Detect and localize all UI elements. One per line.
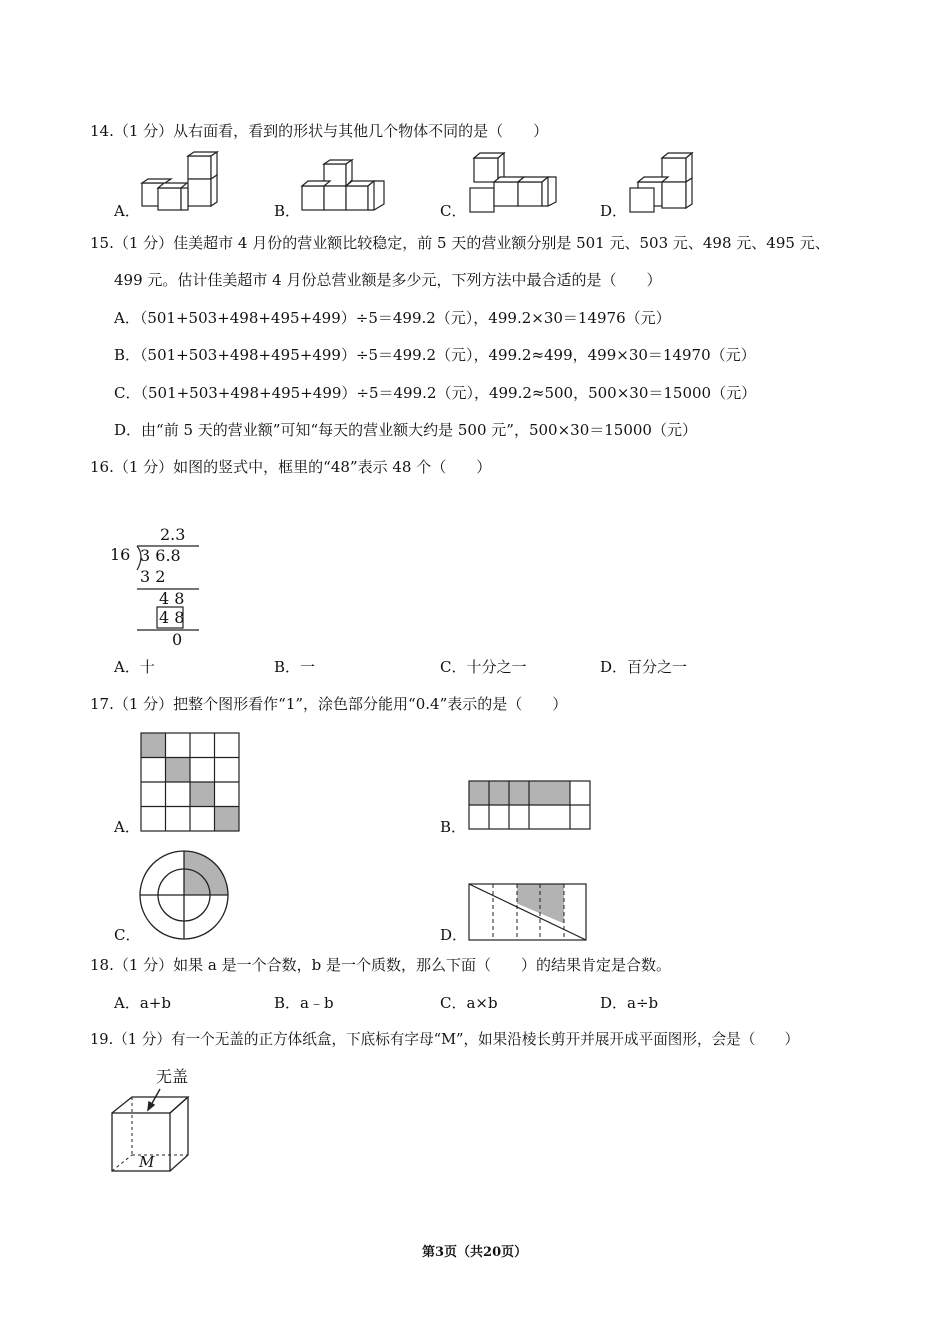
q14-label-a: A． [114,202,140,220]
q14-label-d: D． [600,202,628,220]
q17-label-d: D． [440,926,468,944]
q15-option-b: B．（501+503+498+495+499）÷5＝499.2（元），499.2≈499，499×30＝14970（元） [114,346,756,364]
division-remainder: 0 [172,630,183,649]
q17-label-c: C． [114,926,141,944]
q17-label-b: B． [440,818,467,836]
q19-stem: 19.（1 分）有一个无盖的正方体纸盒，下底标有字母“M”，如果沿棱长剪开并展开成平面图形，会是（ ） [90,1031,800,1048]
q17-stem: 17.（1 分）把整个图形看作“1”，涂色部分能用“0.4”表示的是（ ） [90,695,568,713]
q18-option-a: A．a+b [114,994,171,1012]
q16-stem: 16.（1 分）如图的竖式中，框里的“48”表示 48 个（ ） [90,458,492,476]
q17-figure-c [138,849,233,944]
q15-option-a: A．（501+503+498+495+499）÷5＝499.2（元），499.2×30＝14976（元） [114,309,671,327]
q15-stem-line2: 499 元。估计佳美超市 4 月份总营业额是多少元，下列方法中最合适的是（ ） [114,271,662,289]
cube-bottom-letter: M [139,1153,155,1171]
cube-label-no-lid: 无盖 [156,1067,189,1086]
q15-option-d: D．由“前 5 天的营业额”可知“每天的营业额大约是 500 元”，500×30＝15000（元） [114,421,697,439]
q14-label-b: B． [274,202,301,220]
q15-option-c: C．（501+503+498+495+499）÷5＝499.2（元），499.2≈500，500×30＝15000（元） [114,384,757,402]
q18-option-d: D．a÷b [600,994,659,1012]
q15-stem-line1: 15.（1 分）佳美超市 4 月份的营业额比较稳定，前 5 天的营业额分别是 501 元、503 元、498 元、495 元、 [90,234,830,252]
q14-label-c: C． [440,202,467,220]
q17-figure-b [469,781,594,833]
q17-label-a: A． [114,818,140,836]
division-dividend: 3 6.8 [140,546,181,565]
cube-drawing [108,1085,208,1185]
page-footer: 第3页（共20页） [422,1245,528,1260]
q16-option-c: C．十分之一 [440,658,527,676]
q18-stem: 18.（1 分）如果 a 是一个合数，b 是一个质数，那么下面（ ）的结果肯定是合数。 [90,956,672,974]
q17-figure-d [469,884,594,944]
q17-figure-a [141,733,241,833]
division-divisor: 16 [110,545,131,564]
q16-option-a: A．十 [114,658,155,676]
q14-stem: 14.（1 分）从右面看，看到的形状与其他几个物体不同的是（ ） [90,122,549,140]
division-lines [125,540,225,660]
division-step1: 3 2 [140,567,166,586]
division-step2: 4 8 [159,589,185,608]
q16-option-b: B．一 [274,658,316,676]
q16-option-d: D．百分之一 [600,658,688,676]
division-quotient: 2.3 [160,525,186,544]
q18-option-b: B．a﹣b [274,994,334,1012]
q18-option-c: C．a×b [440,994,498,1012]
division-boxed-48: 4 8 [159,608,185,627]
